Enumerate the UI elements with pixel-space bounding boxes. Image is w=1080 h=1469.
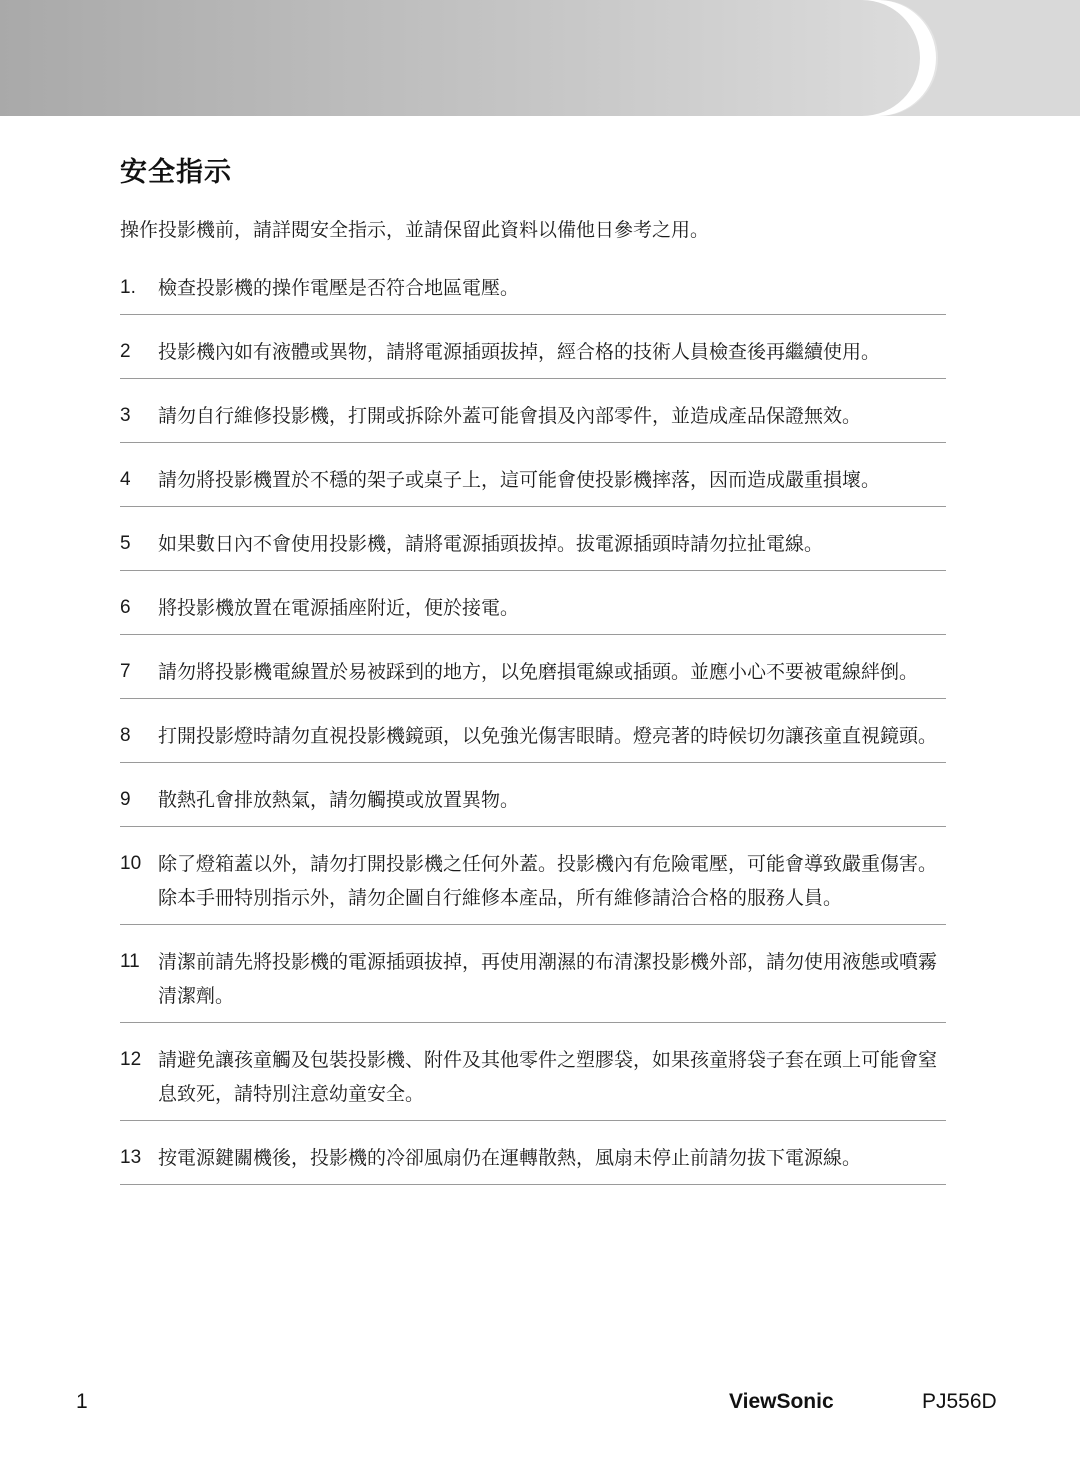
page-number: 1 xyxy=(76,1390,88,1413)
item-number: 9 xyxy=(120,789,131,810)
intro-text: 操作投影機前，請詳閱安全指示，並請保留此資料以備他日參考之用。 xyxy=(120,219,710,241)
item-number: 4 xyxy=(120,469,131,490)
item-text: 檢查投影機的操作電壓是否符合地區電壓。 xyxy=(158,277,520,299)
item-text: 請避免讓孩童觸及包裝投影機、附件及其他零件之塑膠袋，如果孩童將袋子套在頭上可能會窒息致死，請特別注意幼童安全。 xyxy=(158,1049,938,1105)
list-item xyxy=(120,586,946,635)
item-text: 將投影機放置在電源插座附近，便於接電。 xyxy=(158,597,520,619)
item-text: 按電源鍵關機後，投影機的冷卻風扇仍在運轉散熱，風扇未停止前請勿拔下電源線。 xyxy=(158,1147,862,1169)
item-text: 清潔前請先將投影機的電源插頭拔掉，再使用潮濕的布清潔投影機外部，請勿使用液態或噴霧清潔劑。 xyxy=(158,951,938,1007)
list-item xyxy=(120,1136,946,1185)
list-item xyxy=(120,778,946,827)
list-item xyxy=(120,522,946,571)
page-title: 安全指示 xyxy=(120,157,232,188)
item-text: 投影機內如有液體或異物，請將電源插頭拔掉，經合格的技術人員檢查後再繼續使用。 xyxy=(158,341,881,363)
header-graphic xyxy=(0,0,1080,116)
list-item xyxy=(120,842,946,925)
list-item xyxy=(120,940,946,1023)
item-number: 1. xyxy=(120,277,136,298)
safety-instructions-list xyxy=(120,266,946,1200)
list-item xyxy=(120,266,946,315)
list-item xyxy=(120,650,946,699)
list-item xyxy=(120,394,946,443)
item-number: 10 xyxy=(120,853,142,874)
item-text: 除了燈箱蓋以外，請勿打開投影機之任何外蓋。投影機內有危險電壓，可能會導致嚴重傷害。除本手冊特別指示外，請勿企圖自行維修本產品，所有維修請洽合格的服務人員。 xyxy=(158,853,938,909)
item-number: 12 xyxy=(120,1049,142,1070)
item-text: 如果數日內不會使用投影機，請將電源插頭拔掉。拔電源插頭時請勿拉扯電線。 xyxy=(158,533,824,555)
item-text: 請勿將投影機置於不穩的架子或桌子上，這可能會使投影機摔落，因而造成嚴重損壞。 xyxy=(158,469,881,491)
item-text: 散熱孔會排放熱氣，請勿觸摸或放置異物。 xyxy=(158,789,520,811)
item-number: 3 xyxy=(120,405,131,426)
model-name: PJ556D xyxy=(922,1390,997,1413)
item-text: 請勿自行維修投影機，打開或拆除外蓋可能會損及內部零件，並造成產品保證無效。 xyxy=(158,405,862,427)
item-number: 2 xyxy=(120,341,131,362)
item-text: 請勿將投影機電線置於易被踩到的地方，以免磨損電線或插頭。並應小心不要被電線絆倒。 xyxy=(158,661,919,683)
list-item xyxy=(120,330,946,379)
header-decorative-band xyxy=(0,0,1080,116)
item-number: 7 xyxy=(120,661,131,682)
list-item xyxy=(120,1038,946,1121)
brand-name: ViewSonic xyxy=(729,1390,834,1413)
list-item xyxy=(120,458,946,507)
item-number: 5 xyxy=(120,533,131,554)
item-number: 13 xyxy=(120,1147,142,1168)
item-number: 8 xyxy=(120,725,131,746)
item-text: 打開投影燈時請勿直視投影機鏡頭，以免強光傷害眼睛。燈亮著的時候切勿讓孩童直視鏡頭。 xyxy=(158,725,938,747)
item-number: 11 xyxy=(120,951,140,972)
item-number: 6 xyxy=(120,597,131,618)
list-item xyxy=(120,714,946,763)
